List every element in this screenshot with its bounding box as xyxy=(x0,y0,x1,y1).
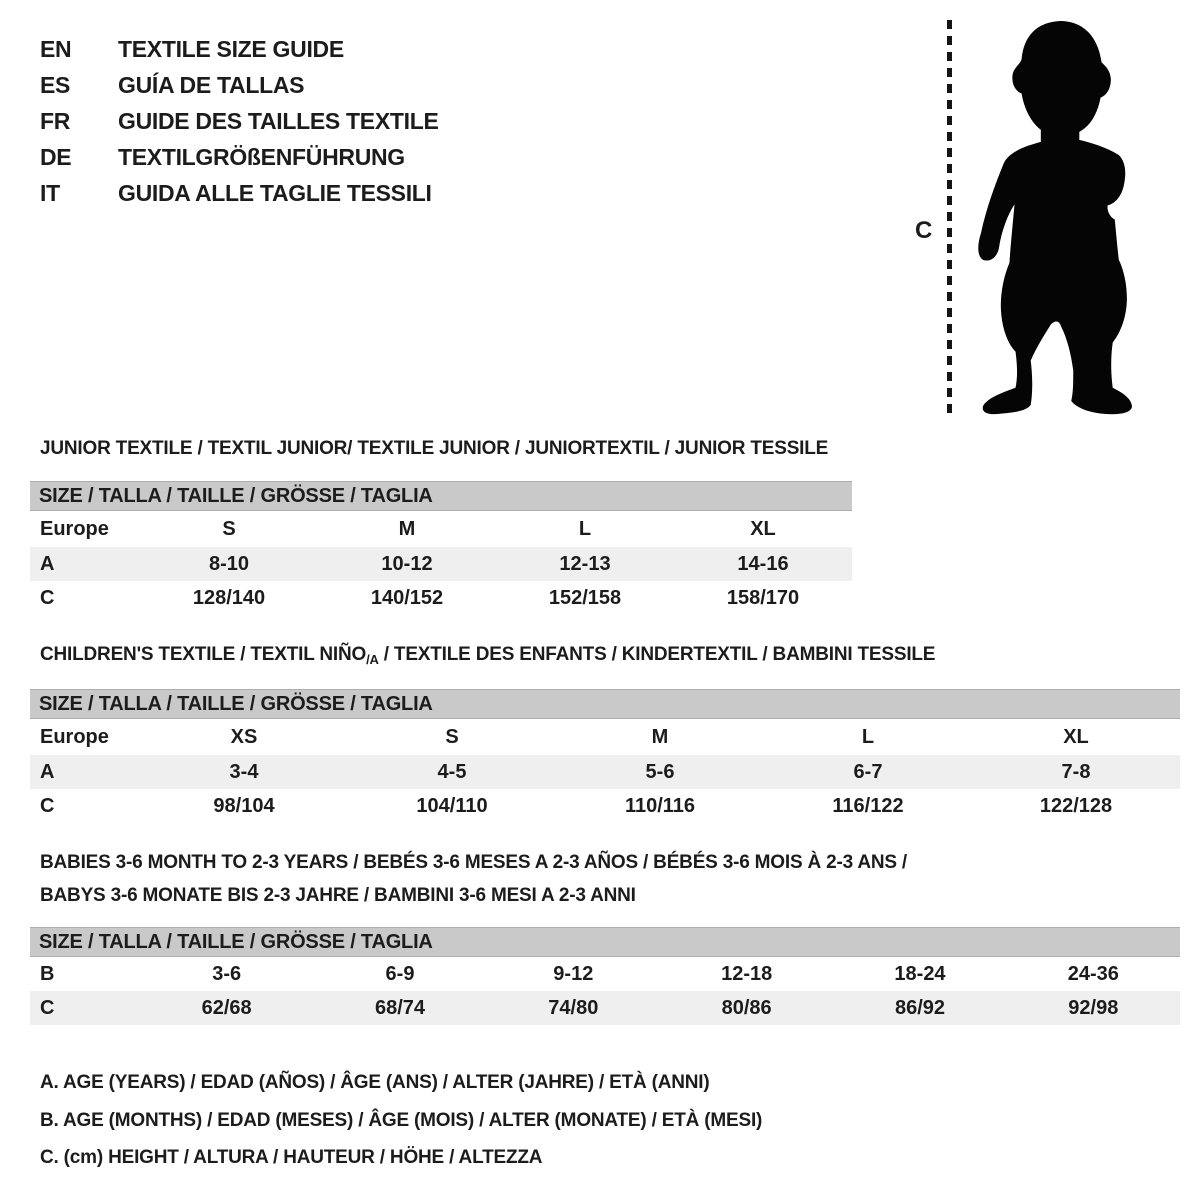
row-label: C xyxy=(40,794,55,817)
size-header-bar xyxy=(30,927,1180,957)
row-label: Europe xyxy=(40,517,109,540)
size-cell: M xyxy=(651,725,669,748)
size-cell: L xyxy=(861,725,875,748)
size-cell: 74/80 xyxy=(548,996,599,1019)
size-cell: 24-36 xyxy=(1067,962,1119,985)
row-label: C xyxy=(40,996,55,1019)
height-measure-label: C xyxy=(915,217,933,244)
lang-code: IT xyxy=(40,179,60,206)
children-title-subscript: /A xyxy=(366,652,379,667)
row-label: C xyxy=(40,586,55,609)
legend-age-months: B. AGE (MONTHS) / EDAD (MESES) / ÂGE (MOIS) / ALTER (MONATE) / ETÀ (MESI) xyxy=(40,1110,763,1131)
size-cell: 3-4 xyxy=(229,760,259,783)
size-cell: 10-12 xyxy=(381,552,433,575)
lang-row-en xyxy=(40,31,439,67)
size-cell: 4-5 xyxy=(437,760,467,783)
lang-row-it xyxy=(40,175,439,211)
size-cell: 140/152 xyxy=(370,586,444,609)
legend-age-years: A. AGE (YEARS) / EDAD (AÑOS) / ÂGE (ANS) / ALTER (JAHRE) / ETÀ (ANNI) xyxy=(40,1072,710,1093)
size-cell: 12-13 xyxy=(559,552,611,575)
table-row xyxy=(30,511,852,547)
children-section-title xyxy=(40,644,935,667)
lang-title: GUIDA ALLE TAGLIE TESSILI xyxy=(118,179,432,206)
size-header-label: SIZE / TALLA / TAILLE / GRÖSSE / TAGLIA xyxy=(39,692,433,715)
toddler-silhouette-icon xyxy=(973,19,1135,417)
babies-section-title-line2: BABYS 3-6 MONATE BIS 2-3 JAHRE / BAMBINI 3-6 MESI A 2-3 ANNI xyxy=(40,885,636,906)
size-cell: 7-8 xyxy=(1061,760,1091,783)
size-cell: 9-12 xyxy=(553,962,594,985)
size-cell: 6-9 xyxy=(385,962,415,985)
lang-code: ES xyxy=(40,71,71,98)
size-cell: XL xyxy=(1063,725,1089,748)
table-row xyxy=(30,789,1180,823)
size-cell: 12-18 xyxy=(721,962,773,985)
lang-row-fr xyxy=(40,103,439,139)
lang-title: GUIDE DES TAILLES TEXTILE xyxy=(118,107,439,134)
size-cell: S xyxy=(222,517,236,540)
height-measure-dashed-line xyxy=(947,20,952,416)
size-cell: S xyxy=(445,725,459,748)
size-cell: 98/104 xyxy=(213,794,275,817)
size-cell: 86/92 xyxy=(894,996,946,1019)
children-title-post: / TEXTILE DES ENFANTS / KINDERTEXTIL / BAMBINI TESSILE xyxy=(378,644,936,665)
size-cell: XL xyxy=(750,517,776,540)
table-row xyxy=(30,719,1180,755)
table-row xyxy=(30,581,852,615)
children-size-table xyxy=(30,689,1180,823)
size-header-label: SIZE / TALLA / TAILLE / GRÖSSE / TAGLIA xyxy=(39,930,433,953)
size-cell: 110/116 xyxy=(624,794,696,817)
size-cell: 128/140 xyxy=(192,586,266,609)
size-cell: XS xyxy=(230,725,258,748)
size-cell: 8-10 xyxy=(208,552,250,575)
size-cell: 62/68 xyxy=(201,996,252,1019)
size-cell: 104/110 xyxy=(416,794,488,817)
size-cell: M xyxy=(398,517,416,540)
size-cell: 14-16 xyxy=(737,552,789,575)
row-label: B xyxy=(40,962,55,985)
table-row xyxy=(30,755,1180,789)
size-cell: 5-6 xyxy=(645,760,675,783)
size-cell: 68/74 xyxy=(374,996,426,1019)
children-title-pre: CHILDREN'S TEXTILE / TEXTIL NIÑO xyxy=(40,644,367,665)
size-cell: 18-24 xyxy=(894,962,946,985)
lang-code: FR xyxy=(40,107,71,134)
size-cell: L xyxy=(578,517,592,540)
table-row xyxy=(30,957,1180,991)
size-header-bar xyxy=(30,481,852,511)
legend-height-cm: C. (cm) HEIGHT / ALTURA / HAUTEUR / HÖHE / ALTEZZA xyxy=(40,1147,543,1168)
lang-title: TEXTILE SIZE GUIDE xyxy=(118,35,344,62)
language-title-list xyxy=(40,31,439,211)
size-cell: 152/158 xyxy=(548,586,622,609)
lang-code: EN xyxy=(40,35,72,62)
lang-title: GUÍA DE TALLAS xyxy=(118,71,305,98)
babies-section-title-line1: BABIES 3-6 MONTH TO 2-3 YEARS / BEBÉS 3-6 MESES A 2-3 AÑOS / BÉBÉS 3-6 MOIS À 2-3 ANS / xyxy=(40,852,908,873)
row-label: A xyxy=(40,552,55,575)
size-cell: 116/122 xyxy=(832,794,904,817)
lang-code: DE xyxy=(40,143,72,170)
size-cell: 3-6 xyxy=(212,962,242,985)
size-header-bar xyxy=(30,689,1180,719)
junior-section-title: JUNIOR TEXTILE / TEXTIL JUNIOR/ TEXTILE JUNIOR / JUNIORTEXTIL / JUNIOR TESSILE xyxy=(40,438,829,459)
table-row xyxy=(30,991,1180,1025)
babies-size-table xyxy=(30,927,1180,1025)
size-cell: 122/128 xyxy=(1039,794,1113,817)
lang-title: TEXTILGRÖßENFÜHRUNG xyxy=(118,143,405,170)
junior-size-table xyxy=(30,481,852,615)
size-cell: 6-7 xyxy=(853,760,883,783)
row-label: A xyxy=(40,760,55,783)
lang-row-de xyxy=(40,139,439,175)
row-label: Europe xyxy=(40,725,109,748)
lang-row-es xyxy=(40,67,439,103)
size-cell: 158/170 xyxy=(726,586,800,609)
size-header-label: SIZE / TALLA / TAILLE / GRÖSSE / TAGLIA xyxy=(39,484,433,507)
table-row xyxy=(30,547,852,581)
size-cell: 92/98 xyxy=(1068,996,1119,1019)
size-cell: 80/86 xyxy=(721,996,772,1019)
